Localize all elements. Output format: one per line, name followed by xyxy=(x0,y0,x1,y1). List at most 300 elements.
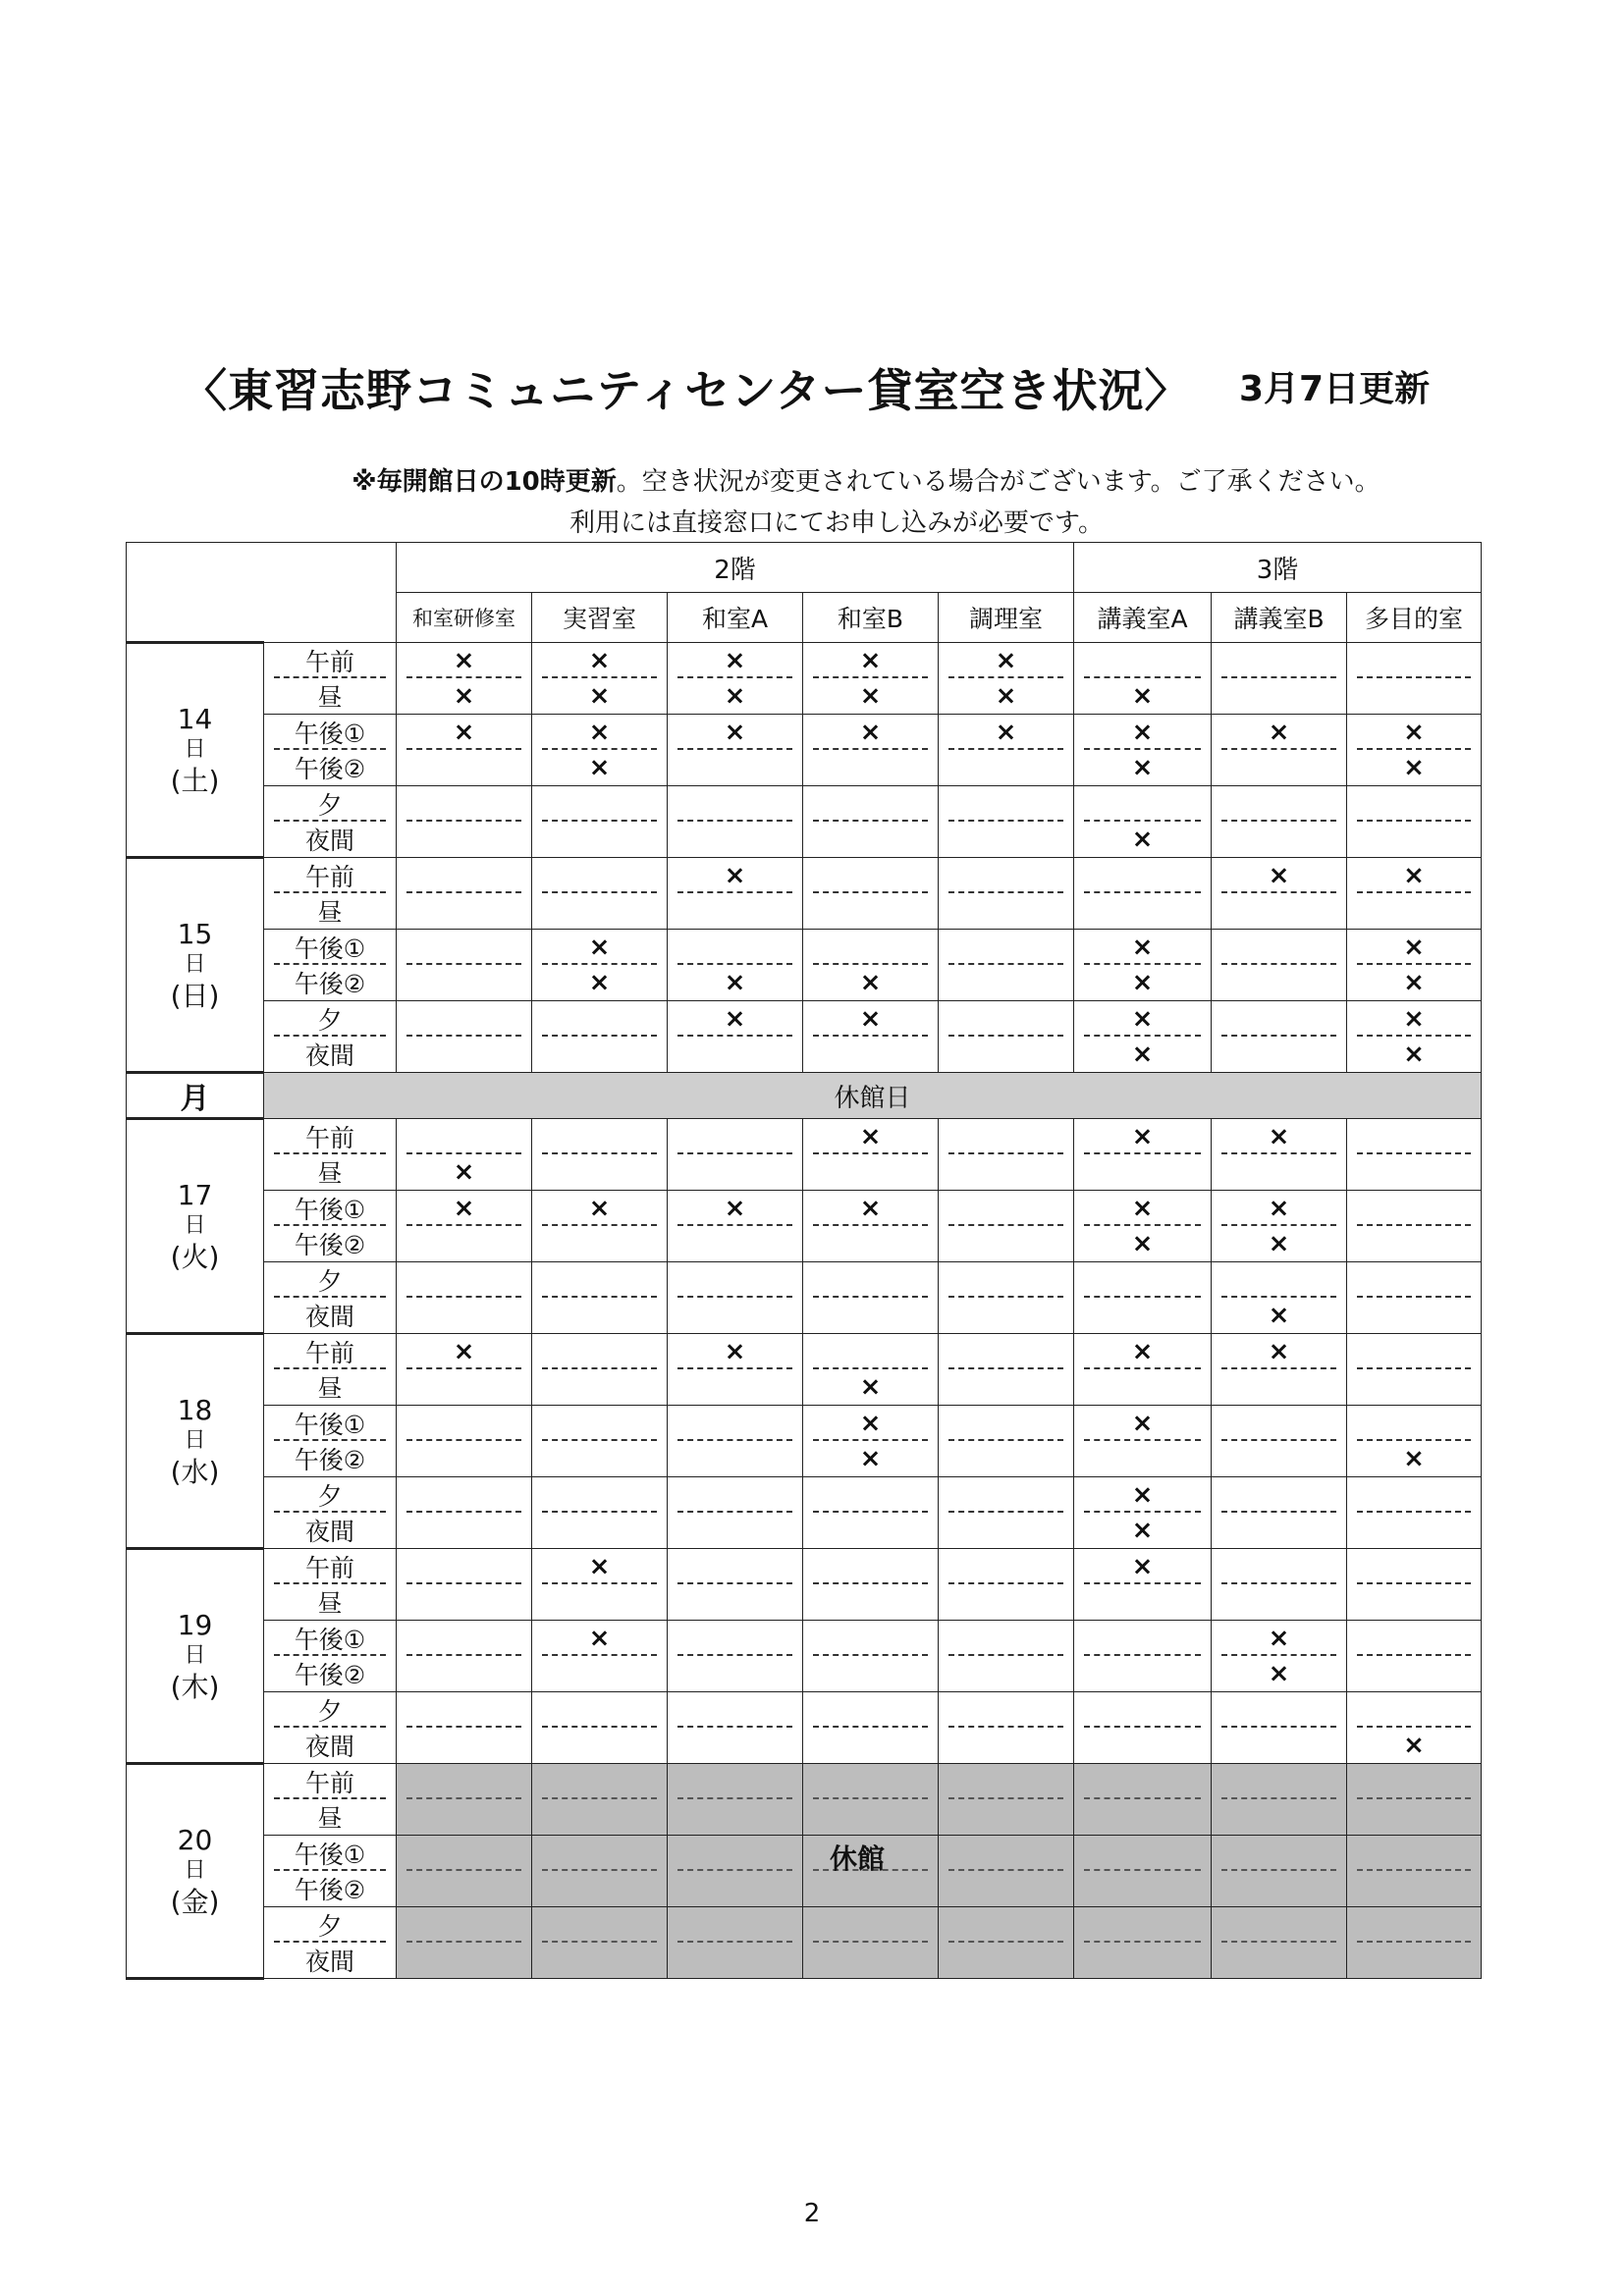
availability-mark: × xyxy=(1074,715,1211,750)
availability-mark xyxy=(397,1513,531,1548)
availability-mark: × xyxy=(532,1191,667,1226)
availability-mark xyxy=(803,1262,938,1298)
availability-mark xyxy=(803,930,938,965)
availability-cell xyxy=(1074,1692,1212,1764)
availability-mark xyxy=(939,1621,1073,1656)
availability-mark xyxy=(939,1119,1073,1154)
availability-cell xyxy=(939,1621,1074,1692)
availability-mark: × xyxy=(588,753,611,782)
availability-cell xyxy=(668,1764,803,1836)
availability-cell xyxy=(939,1549,1074,1621)
availability-mark xyxy=(1212,1584,1346,1620)
availability-mark xyxy=(397,1549,531,1584)
availability-mark xyxy=(1074,1728,1211,1763)
day-slot-row xyxy=(127,930,1482,1001)
slot-label: 昼 xyxy=(317,683,343,712)
availability-cell xyxy=(939,930,1074,1001)
slot-label xyxy=(939,1943,1073,1978)
slot-label xyxy=(397,1943,531,1978)
availability-mark xyxy=(939,1334,1073,1369)
slot-label: 午前 xyxy=(264,1549,396,1584)
day-label xyxy=(127,858,264,1073)
slot-label xyxy=(532,1907,667,1943)
floor-3-header: 3階 xyxy=(1074,543,1482,593)
availability-cell xyxy=(1347,1406,1482,1477)
availability-mark xyxy=(1347,1262,1481,1298)
availability-mark: × xyxy=(1403,1731,1425,1760)
slot-label: 午後① xyxy=(264,1621,396,1656)
availability-mark: × xyxy=(1131,1229,1154,1258)
availability-mark xyxy=(397,1119,531,1154)
availability-mark xyxy=(939,1262,1073,1298)
availability-cell xyxy=(1212,786,1347,858)
day-slot-row xyxy=(127,1119,1482,1191)
day-slot-row xyxy=(127,1262,1482,1334)
availability-cell xyxy=(532,1477,668,1549)
availability-mark: × xyxy=(1347,858,1481,893)
availability-mark xyxy=(1074,1621,1211,1656)
availability-mark xyxy=(532,893,667,929)
availability-mark: × xyxy=(1074,1406,1211,1441)
availability-cell xyxy=(1347,1764,1482,1836)
slot-label xyxy=(532,1871,667,1906)
day-slot-row xyxy=(127,1692,1482,1764)
availability-mark xyxy=(1347,1298,1481,1333)
availability-mark: × xyxy=(1403,753,1425,782)
updated-date: 3月7日更新 xyxy=(1239,369,1431,409)
availability-cell xyxy=(1347,1001,1482,1073)
day-label xyxy=(127,1334,264,1549)
day-number: 17 xyxy=(177,1179,213,1212)
availability-cell xyxy=(1347,1549,1482,1621)
slot-label-cell xyxy=(264,643,397,715)
slot-label: 午前 xyxy=(264,858,396,893)
availability-mark: × xyxy=(1268,1301,1290,1330)
availability-mark: × xyxy=(1403,968,1425,997)
availability-mark xyxy=(1347,1406,1481,1441)
slot-label xyxy=(397,1836,531,1871)
availability-mark: × xyxy=(1403,1444,1425,1473)
availability-mark xyxy=(939,858,1073,893)
availability-mark: × xyxy=(532,930,667,965)
availability-cell xyxy=(803,1262,939,1334)
availability-mark: × xyxy=(668,1001,802,1037)
availability-cell xyxy=(939,1477,1074,1549)
availability-mark: × xyxy=(532,1549,667,1584)
slot-label xyxy=(532,1836,667,1871)
availability-mark xyxy=(668,1119,802,1154)
availability-mark xyxy=(532,786,667,822)
availability-cell xyxy=(1212,1334,1347,1406)
availability-mark xyxy=(803,893,938,929)
availability-mark xyxy=(1074,1369,1211,1405)
note-update-rest: 。空き状況が変更されている場合がございます。ご了承ください。 xyxy=(616,467,1380,497)
slot-label xyxy=(1347,1871,1481,1906)
slot-label-cell xyxy=(264,1692,397,1764)
availability-cell xyxy=(668,1836,803,1907)
day-slot-row xyxy=(127,1907,1482,1979)
availability-mark xyxy=(532,1584,667,1620)
availability-cell xyxy=(532,1119,668,1191)
availability-cell xyxy=(1074,1836,1212,1907)
slot-label xyxy=(532,1799,667,1835)
slot-label xyxy=(668,1943,802,1978)
slot-label: 夕 xyxy=(264,1907,396,1943)
availability-mark: × xyxy=(803,1191,938,1226)
availability-mark xyxy=(532,858,667,893)
availability-cell xyxy=(668,1406,803,1477)
availability-mark xyxy=(803,1226,938,1261)
availability-cell xyxy=(668,1477,803,1549)
availability-mark xyxy=(1212,1406,1346,1441)
availability-mark xyxy=(397,1001,531,1037)
availability-cell xyxy=(1074,643,1212,715)
availability-mark xyxy=(1212,1441,1346,1476)
slot-label-cell xyxy=(264,1001,397,1073)
availability-mark: × xyxy=(803,1119,938,1154)
availability-cell xyxy=(668,1621,803,1692)
day-slot-row xyxy=(127,715,1482,786)
availability-mark xyxy=(1347,1621,1481,1656)
slot-label xyxy=(1212,1799,1346,1835)
availability-mark xyxy=(1074,1692,1211,1728)
availability-mark xyxy=(532,1262,667,1298)
day-label xyxy=(127,1549,264,1764)
availability-mark xyxy=(668,1037,802,1072)
day-slot-row xyxy=(127,786,1482,858)
availability-mark xyxy=(803,1037,938,1072)
availability-cell xyxy=(1347,715,1482,786)
availability-cell xyxy=(397,1621,532,1692)
monday-label: 月 xyxy=(127,1073,264,1119)
note-update-bold: ※毎開館日の10時更新 xyxy=(352,467,617,497)
slot-label xyxy=(1212,1836,1346,1871)
availability-cell xyxy=(668,858,803,930)
availability-mark xyxy=(1212,1369,1346,1405)
slot-label xyxy=(1212,1764,1346,1799)
slot-label xyxy=(1347,1799,1481,1835)
room-header: 調理室 xyxy=(939,593,1074,643)
slot-label xyxy=(1212,1871,1346,1906)
availability-cell xyxy=(803,1549,939,1621)
availability-mark xyxy=(532,1001,667,1037)
availability-mark: × xyxy=(939,715,1073,750)
availability-mark xyxy=(1074,1656,1211,1691)
availability-mark: × xyxy=(859,681,882,711)
availability-cell xyxy=(668,643,803,715)
availability-mark: × xyxy=(1074,1119,1211,1154)
availability-table xyxy=(126,542,1482,1980)
availability-cell xyxy=(532,1764,668,1836)
availability-mark: × xyxy=(803,1406,938,1441)
availability-mark xyxy=(532,1334,667,1369)
slot-label: 午後② xyxy=(294,1661,366,1689)
availability-cell xyxy=(939,1119,1074,1191)
availability-cell xyxy=(397,1334,532,1406)
availability-cell xyxy=(1212,1692,1347,1764)
availability-mark: × xyxy=(1212,1119,1346,1154)
availability-mark xyxy=(668,822,802,857)
availability-cell xyxy=(1074,858,1212,930)
monday-closed-band: 休館日 xyxy=(264,1073,1482,1119)
availability-mark xyxy=(1347,1191,1481,1226)
availability-cell xyxy=(1212,1621,1347,1692)
availability-cell xyxy=(803,1692,939,1764)
day-unit: 日 xyxy=(184,737,206,763)
availability-mark xyxy=(939,1369,1073,1405)
day-of-week: (金) xyxy=(170,1885,220,1918)
availability-mark xyxy=(1074,1298,1211,1333)
availability-cell xyxy=(397,643,532,715)
availability-mark xyxy=(668,893,802,929)
availability-mark xyxy=(1212,822,1346,857)
availability-mark: × xyxy=(1347,1001,1481,1037)
availability-mark xyxy=(532,1477,667,1513)
slot-label xyxy=(397,1871,531,1906)
availability-cell xyxy=(397,1907,532,1979)
availability-mark xyxy=(1212,1549,1346,1584)
availability-mark xyxy=(1212,1513,1346,1548)
day-number: 18 xyxy=(177,1394,213,1427)
room-header: 実習室 xyxy=(532,593,668,643)
availability-cell xyxy=(668,1334,803,1406)
availability-mark xyxy=(939,965,1073,1000)
availability-mark: × xyxy=(1131,1040,1154,1069)
availability-mark xyxy=(1347,1226,1481,1261)
slot-label: 昼 xyxy=(317,898,343,927)
slot-label xyxy=(397,1799,531,1835)
availability-mark: × xyxy=(1212,1334,1346,1369)
availability-cell xyxy=(532,786,668,858)
availability-mark xyxy=(939,930,1073,965)
availability-mark: × xyxy=(588,968,611,997)
availability-mark xyxy=(803,1621,938,1656)
availability-mark: × xyxy=(724,681,746,711)
availability-cell xyxy=(939,1334,1074,1406)
slot-label xyxy=(1347,1764,1481,1799)
slot-label: 午後① xyxy=(264,1406,396,1441)
slot-label-cell xyxy=(264,858,397,930)
availability-cell xyxy=(1074,1001,1212,1073)
slot-label xyxy=(939,1764,1073,1799)
availability-mark xyxy=(532,1369,667,1405)
availability-cell xyxy=(1347,1907,1482,1979)
availability-mark xyxy=(532,822,667,857)
availability-mark: × xyxy=(1268,1229,1290,1258)
day-of-week: (水) xyxy=(170,1455,220,1488)
availability-cell xyxy=(1347,1191,1482,1262)
availability-mark: × xyxy=(1347,715,1481,750)
slot-label-cell xyxy=(264,1764,397,1836)
availability-cell xyxy=(803,1477,939,1549)
availability-mark xyxy=(1347,1334,1481,1369)
availability-mark xyxy=(1212,1154,1346,1190)
availability-cell xyxy=(1074,1406,1212,1477)
availability-cell xyxy=(1074,1119,1212,1191)
availability-mark xyxy=(1212,643,1346,678)
day-of-week: (土) xyxy=(170,764,220,797)
availability-cell xyxy=(397,1477,532,1549)
availability-mark: × xyxy=(397,715,531,750)
availability-cell xyxy=(397,1262,532,1334)
day-slot-row xyxy=(127,1334,1482,1406)
slot-label xyxy=(1347,1943,1481,1978)
availability-mark xyxy=(1212,1037,1346,1072)
availability-mark xyxy=(1074,1441,1211,1476)
availability-cell xyxy=(1074,1191,1212,1262)
availability-mark xyxy=(1074,1584,1211,1620)
availability-mark xyxy=(1347,1513,1481,1548)
availability-cell xyxy=(668,1549,803,1621)
availability-mark xyxy=(668,786,802,822)
day-of-week: (日) xyxy=(170,979,220,1012)
day-number: 19 xyxy=(177,1609,213,1642)
availability-mark xyxy=(1212,1001,1346,1037)
availability-mark xyxy=(397,1298,531,1333)
day-of-week: (火) xyxy=(170,1240,220,1273)
availability-mark xyxy=(532,1656,667,1691)
availability-cell xyxy=(1347,1262,1482,1334)
availability-mark xyxy=(532,1692,667,1728)
availability-mark xyxy=(397,1226,531,1261)
availability-mark xyxy=(803,750,938,785)
availability-cell xyxy=(1347,1119,1482,1191)
availability-cell xyxy=(532,1621,668,1692)
availability-mark xyxy=(397,893,531,929)
slot-label xyxy=(397,1907,531,1943)
availability-cell xyxy=(1347,1692,1482,1764)
availability-cell xyxy=(532,643,668,715)
availability-mark xyxy=(1347,1692,1481,1728)
slot-label xyxy=(939,1871,1073,1906)
availability-cell xyxy=(668,1001,803,1073)
availability-mark xyxy=(939,893,1073,929)
header-corner xyxy=(127,543,397,643)
day-unit: 日 xyxy=(184,1213,206,1239)
availability-mark: × xyxy=(453,1157,475,1187)
availability-cell xyxy=(668,1191,803,1262)
slot-label-cell xyxy=(264,1191,397,1262)
availability-mark xyxy=(939,822,1073,857)
day-slot-row xyxy=(127,643,1482,715)
availability-cell xyxy=(803,1334,939,1406)
availability-cell xyxy=(1074,786,1212,858)
availability-cell xyxy=(803,1406,939,1477)
slot-label xyxy=(1212,1907,1346,1943)
availability-mark xyxy=(532,1406,667,1441)
availability-mark xyxy=(1212,786,1346,822)
availability-mark: × xyxy=(397,1191,531,1226)
slot-label xyxy=(532,1764,667,1799)
slot-label-cell xyxy=(264,1334,397,1406)
availability-mark: × xyxy=(859,1444,882,1473)
slot-label: 午後② xyxy=(294,970,366,998)
day-label xyxy=(127,643,264,858)
availability-mark xyxy=(1212,1728,1346,1763)
availability-cell xyxy=(1212,1836,1347,1907)
availability-cell xyxy=(1212,858,1347,930)
availability-mark xyxy=(803,1477,938,1513)
availability-mark xyxy=(939,1513,1073,1548)
availability-mark xyxy=(803,1549,938,1584)
availability-mark xyxy=(939,1154,1073,1190)
availability-cell xyxy=(532,1692,668,1764)
availability-cell xyxy=(1347,643,1482,715)
slot-label: 夜間 xyxy=(304,1041,354,1070)
availability-mark xyxy=(939,1692,1073,1728)
availability-cell xyxy=(1074,1907,1212,1979)
availability-cell xyxy=(397,1001,532,1073)
availability-cell xyxy=(397,1406,532,1477)
availability-mark: × xyxy=(1403,1040,1425,1069)
availability-mark xyxy=(803,1298,938,1333)
availability-mark xyxy=(1212,1262,1346,1298)
slot-label: 夜間 xyxy=(304,827,354,855)
availability-mark: × xyxy=(668,858,802,893)
availability-mark xyxy=(668,930,802,965)
availability-mark xyxy=(532,1513,667,1548)
availability-mark xyxy=(668,1298,802,1333)
availability-mark: × xyxy=(803,1001,938,1037)
availability-mark xyxy=(668,1513,802,1548)
slot-label: 夜間 xyxy=(304,1733,354,1761)
slot-label xyxy=(803,1907,938,1943)
slot-label: 午後② xyxy=(294,1446,366,1474)
availability-mark: × xyxy=(803,715,938,750)
availability-mark xyxy=(668,1441,802,1476)
availability-mark xyxy=(532,1298,667,1333)
availability-cell xyxy=(532,1001,668,1073)
availability-cell xyxy=(668,1262,803,1334)
slot-label xyxy=(1347,1836,1481,1871)
availability-cell xyxy=(1347,1621,1482,1692)
availability-mark xyxy=(939,750,1073,785)
availability-mark: × xyxy=(995,681,1017,711)
slot-label: 昼 xyxy=(317,1159,343,1188)
availability-cell xyxy=(803,1907,939,1979)
availability-cell xyxy=(1212,1907,1347,1979)
monday-closed-row xyxy=(127,1073,1482,1119)
availability-mark: × xyxy=(397,643,531,678)
slot-label-cell xyxy=(264,1119,397,1191)
slot-label xyxy=(1074,1764,1211,1799)
slot-label: 午後② xyxy=(294,1231,366,1259)
availability-cell xyxy=(1212,1119,1347,1191)
availability-cell xyxy=(668,786,803,858)
availability-cell xyxy=(803,1119,939,1191)
availability-mark: × xyxy=(668,1334,802,1369)
availability-cell xyxy=(803,1764,939,1836)
day-slot-row xyxy=(127,1549,1482,1621)
availability-mark: × xyxy=(532,715,667,750)
availability-mark xyxy=(1212,1692,1346,1728)
availability-mark: × xyxy=(668,1191,802,1226)
availability-mark xyxy=(803,1334,938,1369)
availability-mark xyxy=(1347,643,1481,678)
availability-mark xyxy=(939,1406,1073,1441)
slot-label xyxy=(668,1907,802,1943)
availability-cell xyxy=(1074,1262,1212,1334)
availability-mark xyxy=(397,858,531,893)
slot-label: 午後① xyxy=(264,715,396,750)
day-number: 20 xyxy=(177,1824,213,1857)
availability-mark xyxy=(939,1191,1073,1226)
slot-label xyxy=(668,1799,802,1835)
slot-label: 夜間 xyxy=(304,1518,354,1546)
availability-mark xyxy=(939,1728,1073,1763)
availability-mark xyxy=(397,1656,531,1691)
availability-cell xyxy=(397,1549,532,1621)
